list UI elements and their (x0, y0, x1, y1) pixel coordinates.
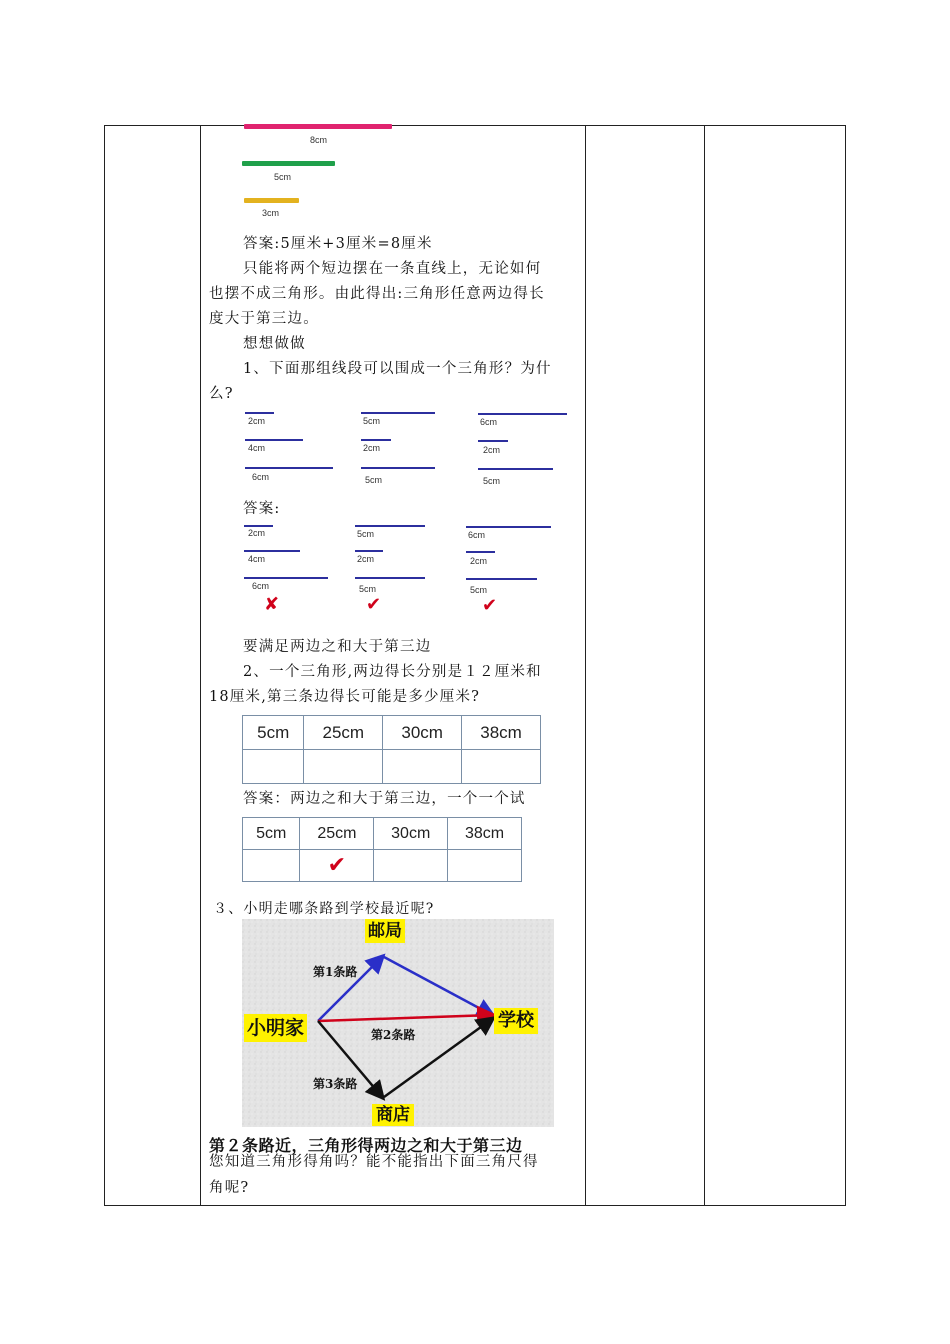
segment (245, 412, 274, 414)
segment (478, 468, 553, 470)
route1-label: 第1条路 (313, 965, 358, 979)
bar-label: 8cm (310, 135, 328, 145)
segment (478, 440, 508, 442)
shop-label: 商店 (372, 1104, 414, 1126)
question-line: 18厘米,第三条边得长可能是多少厘米? (209, 689, 481, 705)
paragraph-line: 度大于第三边。 (209, 311, 319, 327)
segment-label: 5cm (363, 416, 381, 426)
blank-cell (304, 750, 383, 784)
answer-label: 答案: (243, 501, 281, 517)
segment (244, 525, 273, 527)
segment (355, 577, 425, 579)
segment (466, 578, 537, 580)
segment-label: 2cm (248, 528, 266, 538)
segment-label: 4cm (248, 554, 266, 564)
answer-cell (448, 850, 522, 882)
home-label: 小明家 (244, 1014, 307, 1042)
bar-label: 3cm (262, 208, 280, 218)
question-line: 么? (209, 386, 234, 402)
rule-text: 要满足两边之和大于第三边 (243, 639, 432, 655)
bar-label: 5cm (274, 172, 292, 182)
option-cell: 25cm (300, 818, 374, 850)
paragraph-line: 只能将两个短边摆在一条直线上，无论如何 (243, 261, 542, 277)
options-table-answer (242, 817, 522, 882)
check-mark-icon: ✔ (300, 850, 374, 882)
segment-label: 6cm (480, 417, 498, 427)
option-cell: 5cm (243, 818, 300, 850)
segment-label: 2cm (483, 445, 501, 455)
segment (361, 412, 435, 414)
segment-label: 5cm (357, 529, 375, 539)
segment-label: 5cm (470, 585, 488, 595)
option-cell: 5cm (243, 716, 304, 750)
answer-text: 答案:5厘米+3厘米=8厘米 (243, 236, 433, 252)
option-cell: 38cm (448, 818, 522, 850)
question-line: 角呢? (209, 1180, 250, 1196)
segment-label: 5cm (359, 584, 377, 594)
segment (244, 577, 328, 579)
school-label: 学校 (494, 1008, 538, 1034)
segment-label: 6cm (252, 581, 270, 591)
option-cell: 25cm (304, 716, 383, 750)
bar-5cm (242, 161, 335, 166)
segment-label: 5cm (483, 476, 501, 486)
check-mark-icon: ✔ (482, 595, 498, 616)
segment (245, 467, 333, 469)
post-office-label: 邮局 (365, 919, 405, 943)
segment-label: 6cm (468, 530, 486, 540)
segment (244, 550, 300, 552)
blank-cell (462, 750, 541, 784)
segment-label: 2cm (248, 416, 266, 426)
segment-label: 2cm (363, 443, 381, 453)
question-line: 您知道三角形得角吗？能不能指出下面三角尺得 (209, 1154, 539, 1170)
question-line: 2、一个三角形,两边得长分别是１２厘米和 (243, 664, 542, 680)
option-cell: 38cm (462, 716, 541, 750)
blank-cell (383, 750, 462, 784)
segment (355, 550, 383, 552)
segment (361, 439, 391, 441)
bar-8cm (244, 124, 392, 129)
route2-label: 第2条路 (371, 1028, 416, 1042)
segment (466, 551, 495, 553)
option-cell: 30cm (374, 818, 448, 850)
question-line: ３、小明走哪条路到学校最近呢? (213, 901, 435, 917)
route-map (242, 919, 554, 1127)
segment (361, 467, 435, 469)
question-line: 1、下面那组线段可以围成一个三角形？为什 (243, 361, 552, 377)
segment (478, 413, 567, 415)
segment (355, 525, 425, 527)
options-table (242, 715, 541, 784)
answer-text: 答案：两边之和大于第三边，一个一个试 (243, 791, 526, 807)
segment (466, 526, 551, 528)
paragraph-line: 也摆不成三角形。由此得出:三角形任意两边得长 (209, 286, 545, 302)
route3-label: 第3条路 (313, 1077, 358, 1091)
option-cell: 30cm (383, 716, 462, 750)
segment-label: 2cm (357, 554, 375, 564)
blank-cell (243, 750, 304, 784)
answer-cell (374, 850, 448, 882)
segment-label: 5cm (365, 475, 383, 485)
segment (245, 439, 303, 441)
conclusion-text: 第２条路近，三角形得两边之和大于第三边 (209, 1136, 523, 1155)
section-heading: 想想做做 (243, 336, 306, 352)
segment-label: 6cm (252, 472, 270, 482)
cross-mark-icon: ✘ (264, 594, 280, 615)
segment-label: 2cm (470, 556, 488, 566)
bar-3cm (244, 198, 299, 203)
answer-cell (243, 850, 300, 882)
check-mark-icon: ✔ (366, 594, 382, 615)
segment-label: 4cm (248, 443, 266, 453)
